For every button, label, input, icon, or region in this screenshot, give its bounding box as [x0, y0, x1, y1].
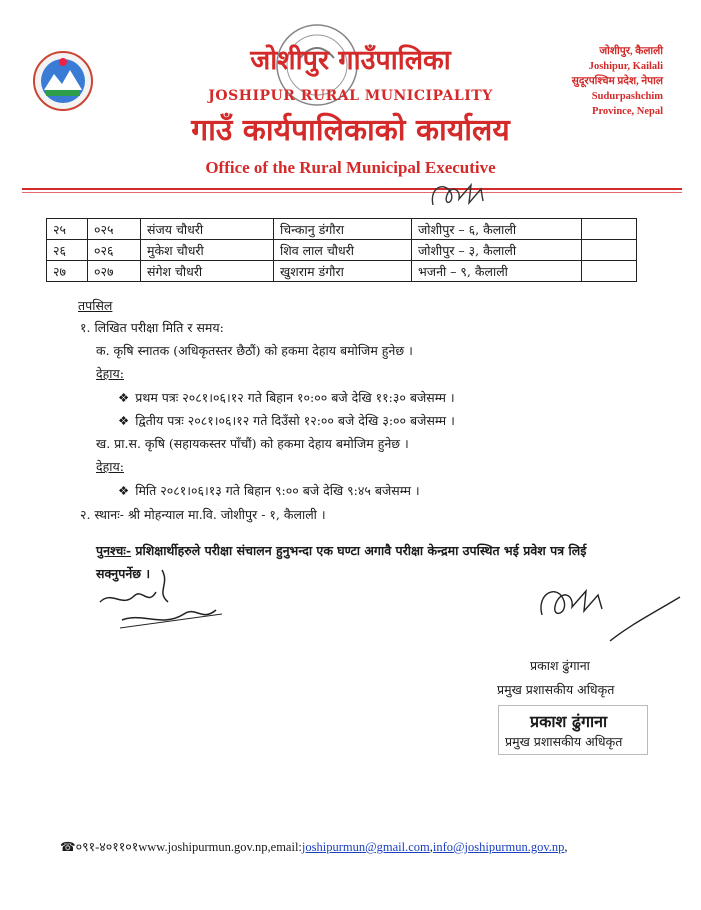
address-line: Province, Nepal	[592, 106, 663, 117]
footer-sep: ,	[429, 840, 433, 854]
diamond-bullet-icon: ❖	[118, 413, 130, 428]
dehay-label-1: देहाय:	[96, 366, 124, 381]
cell-name: संजय चौधरी	[141, 219, 274, 240]
address-block	[572, 44, 663, 119]
office-title-nepali: गाउँ कार्यपालिकाको कार्यालय	[191, 113, 510, 148]
cell-empty	[582, 240, 637, 261]
cell-sn: २६	[47, 240, 88, 261]
table-row	[47, 261, 637, 282]
paper-1	[118, 388, 455, 408]
title-english: JOSHIPUR RURAL MUNICIPALITY	[208, 88, 493, 104]
footer-web[interactable]: www.joshipurmun.gov.np,email:	[138, 840, 302, 854]
footer-phone: ०९१-४०११०१	[75, 840, 139, 854]
postscript	[96, 541, 686, 561]
title-nepali: जोशीपुर गाउँपालिका	[250, 45, 451, 76]
paper-1-text: प्रथम पत्रः २०८१।०६।१२ गते बिहान १०:०० बजे देखि ११:३० बजेसम्म ।	[135, 390, 455, 405]
paper-2	[118, 411, 455, 431]
signatory-name: प्रकाश ढुंगाना	[530, 658, 590, 673]
cell-address: भजनी – ९, कैलाली	[412, 261, 582, 282]
signatory-title: प्रमुख प्रशासकीय अधिकृत	[497, 682, 615, 697]
cell-empty	[582, 219, 637, 240]
address-line: Sudurpashchim	[591, 91, 663, 102]
phone-icon: ☎	[60, 840, 76, 854]
handwritten-signature-right-icon	[530, 575, 690, 655]
address-line: जोशीपुर, कैलाली	[599, 46, 663, 57]
table-row	[47, 240, 637, 261]
footer-email-1[interactable]: joshipurmun@gmail.com	[301, 840, 430, 854]
cell-father: शिव लाल चौधरी	[274, 240, 412, 261]
handwritten-signature-left-icon	[92, 562, 232, 644]
paper-2-text: द्वितीय पत्रः २०८१।०६।१२ गते दिउँसो १२:०० बजे देखि ३:०० बजेसम्म ।	[135, 413, 455, 428]
postscript-label: पुनश्चः-	[96, 543, 132, 558]
footer-contact	[60, 838, 568, 855]
cell-address: जोशीपुर – ३, कैलाली	[412, 240, 582, 261]
postscript-text: प्रशिक्षार्थीहरुले परीक्षा संचालन हुनुभन्दा एक घण्टा अगावै परीक्षा केन्द्रमा उपस्थित भई प्रवेश पत्र लिई	[135, 543, 587, 558]
item-1a: क. कृषि स्नातक (अधिकृतस्तर छैठौं) को हकमा देहाय बमोजिम हुनेछ ।	[96, 343, 413, 358]
item-1: १. लिखित परीक्षा मिति र समय:	[80, 320, 224, 335]
cell-roll: ०२५	[88, 219, 141, 240]
cell-father: खुशराम डंगौरा	[274, 261, 412, 282]
header-divider	[22, 188, 682, 190]
address-line: सुदूरपश्चिम प्रदेश, नेपाल	[571, 76, 663, 87]
cell-roll: ०२७	[88, 261, 141, 282]
footer-end: ,	[564, 840, 568, 854]
cell-empty	[582, 261, 637, 282]
table-row	[47, 219, 637, 240]
cell-father: चिन्कानु डंगौरा	[274, 219, 412, 240]
stamp-name: प्रकाश ढुंगाना	[530, 712, 608, 731]
cell-sn: २५	[47, 219, 88, 240]
cell-name: संगेश चौधरी	[141, 261, 274, 282]
item-1b: ख. प्रा.स. कृषि (सहायकस्तर पाँचौं) को हकमा देहाय बमोजिम हुनेछ ।	[96, 436, 409, 451]
notes-heading: तपसिल	[78, 298, 113, 313]
cell-roll: ०२६	[88, 240, 141, 261]
item-2: २. स्थानः- श्री मोहन्याल मा.वि. जोशीपुर - १, कैलाली ।	[80, 507, 326, 522]
diamond-bullet-icon: ❖	[118, 483, 130, 498]
office-title-english: Office of the Rural Municipal Executive	[205, 158, 496, 177]
cell-name: मुकेश चौधरी	[141, 240, 274, 261]
cell-sn: २७	[47, 261, 88, 282]
dehay-label-2: देहाय:	[96, 459, 124, 474]
paper-3-text: मिति २०८१।०६।१३ गते बिहान ९:०० बजे देखि ९:४५ बजेसम्म ।	[135, 483, 420, 498]
footer-email-2[interactable]: info@joshipurmun.gov.np	[432, 840, 565, 854]
cell-address: जोशीपुर – ६, कैलाली	[412, 219, 582, 240]
paper-3	[118, 481, 420, 501]
header-divider-thin	[22, 192, 682, 193]
address-line: Joshipur, Kailali	[588, 61, 663, 72]
diamond-bullet-icon: ❖	[118, 390, 130, 405]
stamp-title: प्रमुख प्रशासकीय अधिकृत	[505, 734, 623, 749]
candidate-table	[46, 218, 637, 282]
handwritten-initials-icon	[425, 175, 495, 217]
postscript-cont: सक्नुपर्नेछ ।	[96, 566, 151, 581]
